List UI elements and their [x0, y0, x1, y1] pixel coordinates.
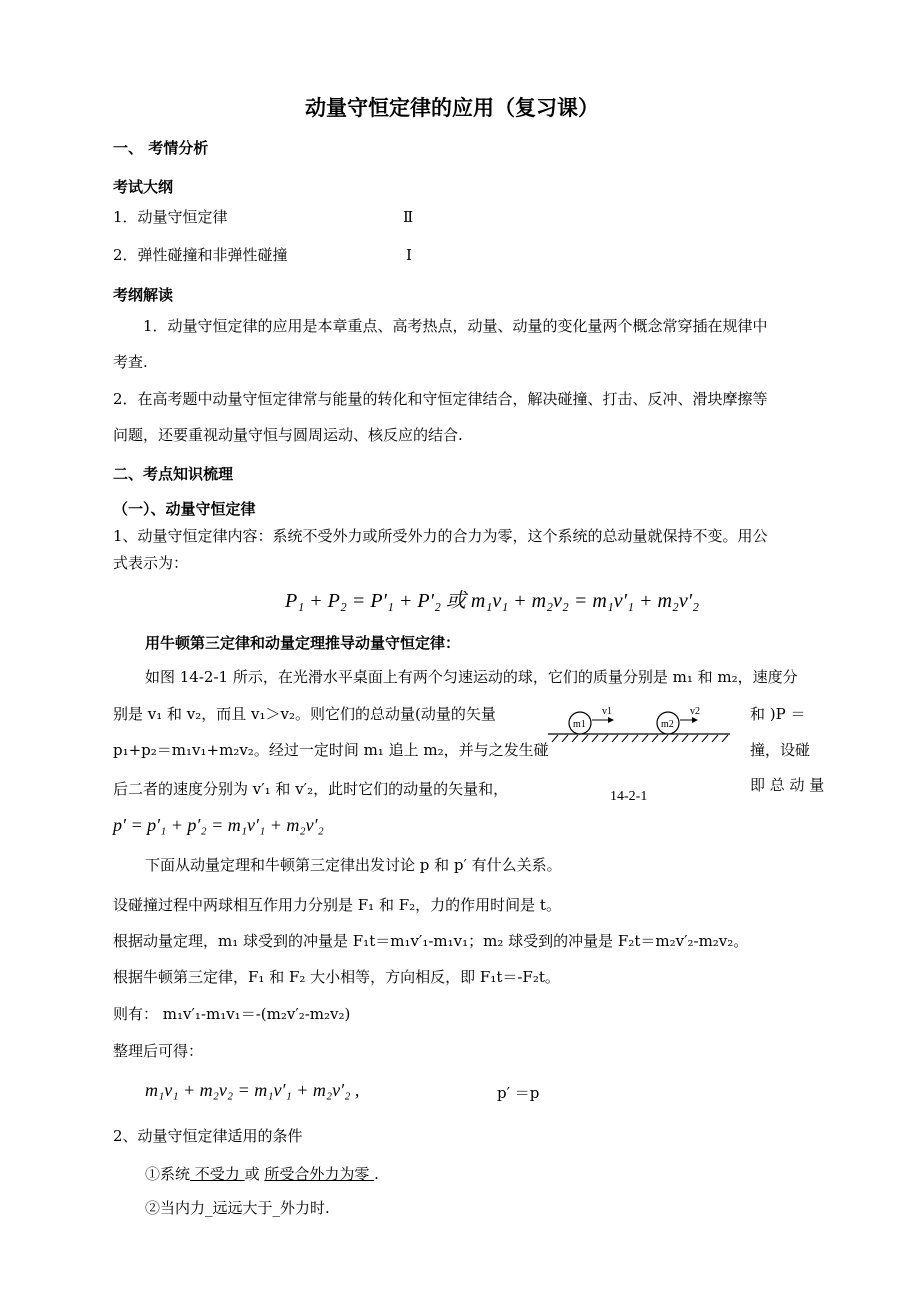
figure-text-line3: p₁+p₂＝m₁v₁+m₂v₂。经过一定时间 m₁ 追上 m₂，并与之发生碰 — [113, 741, 549, 759]
arrow-v1-head — [608, 717, 614, 723]
interpret-p1-line1: 1．动量守恒定律的应用是本章重点、高考热点，动量、动量的变化量两个概念常穿插在规律中 — [143, 317, 768, 335]
ball-m1-label: m1 — [573, 719, 586, 730]
impulse-line: 根据动量定理，m₁ 球受到的冲量是 F₁t＝m₁v′₁-m₁v₁；m₂ 球受到的冲量是 F₂t＝m₂v′₂-m₂v₂。 — [113, 932, 749, 950]
v2-label: v2 — [690, 706, 700, 717]
formula-total-momentum: p′ = p′₁ + p′₂ = m₁v′₁ + m₂v′₂ — [113, 815, 324, 835]
formula-final: m₁v₁ + m₂v₂ = m₁v′₁ + m₂v′₂ , — [145, 1080, 360, 1100]
result-equation: p′ ＝p — [497, 1084, 540, 1102]
law-line1: 1、动量守恒定律内容：系统不受外力或所受外力的合力为零，这个系统的总动量就保持不变。用公 — [113, 527, 768, 545]
syllabus-level-1: Ⅱ — [403, 208, 414, 226]
figure-text-line3-right: 撞，设碰 — [750, 741, 811, 759]
condition-1-blank-b: 所受合外力为零 — [264, 1165, 375, 1183]
figure-14-2-1 — [540, 700, 740, 810]
then-line: 则有： m₁v′₁-m₁v₁＝-(m₂v′₂-m₂v₂) — [113, 1005, 351, 1023]
figure-text-line4: 后二者的速度分别为 v′₁ 和 v′₂，此时它们的动量的矢量和， — [113, 780, 509, 798]
figure-text-line2: 别是 v₁ 和 v₂，而且 v₁＞v₂。则它们的总动量(动量的矢量 — [113, 705, 496, 723]
condition-2: ②当内力_远远大于_外力时. — [145, 1199, 330, 1217]
figure-text-line1: 如图 14-2-1 所示，在光滑水平桌面上有两个匀速运动的球，它们的质量分别是 m₁ 和 m₂，速度分 — [145, 668, 798, 686]
figure-caption: 14-2-1 — [610, 789, 648, 804]
condition-1-end: . — [374, 1165, 379, 1183]
subsection1-heading: （一）、动量守恒定律 — [113, 500, 256, 518]
interpret-heading: 考纲解读 — [113, 286, 174, 304]
derive-heading: 用牛顿第三定律和动量定理推导动量守恒定律： — [145, 634, 461, 652]
conditions-heading: 2、动量守恒定律适用的条件 — [113, 1127, 303, 1145]
condition-1-prefix: ①系统 — [145, 1165, 191, 1183]
syllabus-item-2: 2．弹性碰撞和非弹性碰撞 — [113, 246, 288, 264]
discuss-line: 下面从动量定理和牛顿第三定律出发讨论 p 和 p′ 有什么关系。 — [145, 856, 562, 874]
syllabus-level-2: Ⅰ — [406, 246, 412, 264]
condition-1-blank-a: 不受力 — [190, 1165, 245, 1183]
page-title: 动量守恒定律的应用（复习课） — [305, 96, 599, 120]
organize-line: 整理后可得： — [113, 1042, 204, 1060]
surface-hatching — [552, 735, 728, 742]
interpret-p2-line2: 问题，还要重视动量守恒与圆周运动、核反应的结合. — [113, 426, 463, 444]
formula-conservation: P₁ + P₂ = P′₁ + P′₂ 或 m₁v₁ + m₂v₂ = m₁v′₁ + m₂v′₂ — [285, 590, 700, 612]
ball-m2-label: m2 — [661, 719, 674, 730]
syllabus-heading: 考试大纲 — [113, 178, 174, 196]
force-line: 设碰撞过程中两球相互作用力分别是 F₁ 和 F₂，力的作用时间是 t。 — [113, 896, 561, 914]
section2-heading: 二、考点知识梳理 — [113, 465, 234, 483]
interpret-p2-line1: 2．在高考题中动量守恒定律常与能量的转化和守恒定律结合，解决碰撞、打击、反冲、滑块摩擦等 — [113, 390, 768, 408]
interpret-p1-line2: 考查. — [113, 353, 148, 371]
condition-1-or: 或 — [244, 1165, 260, 1183]
condition-1 — [145, 1164, 379, 1184]
syllabus-item-1: 1．动量守恒定律 — [113, 208, 228, 226]
arrow-v2-head — [692, 717, 698, 723]
v1-label: v1 — [602, 706, 612, 717]
figure-text-line2-right: 和 )P ＝ — [750, 705, 806, 723]
figure-text-line4-right: 即 总 动 量 — [750, 776, 825, 794]
section1-heading: 一、 考情分析 — [113, 139, 209, 157]
newton3-line: 根据牛顿第三定律，F₁ 和 F₂ 大小相等，方向相反，即 F₁t＝-F₂t。 — [113, 968, 560, 986]
law-line2: 式表示为： — [113, 554, 189, 572]
